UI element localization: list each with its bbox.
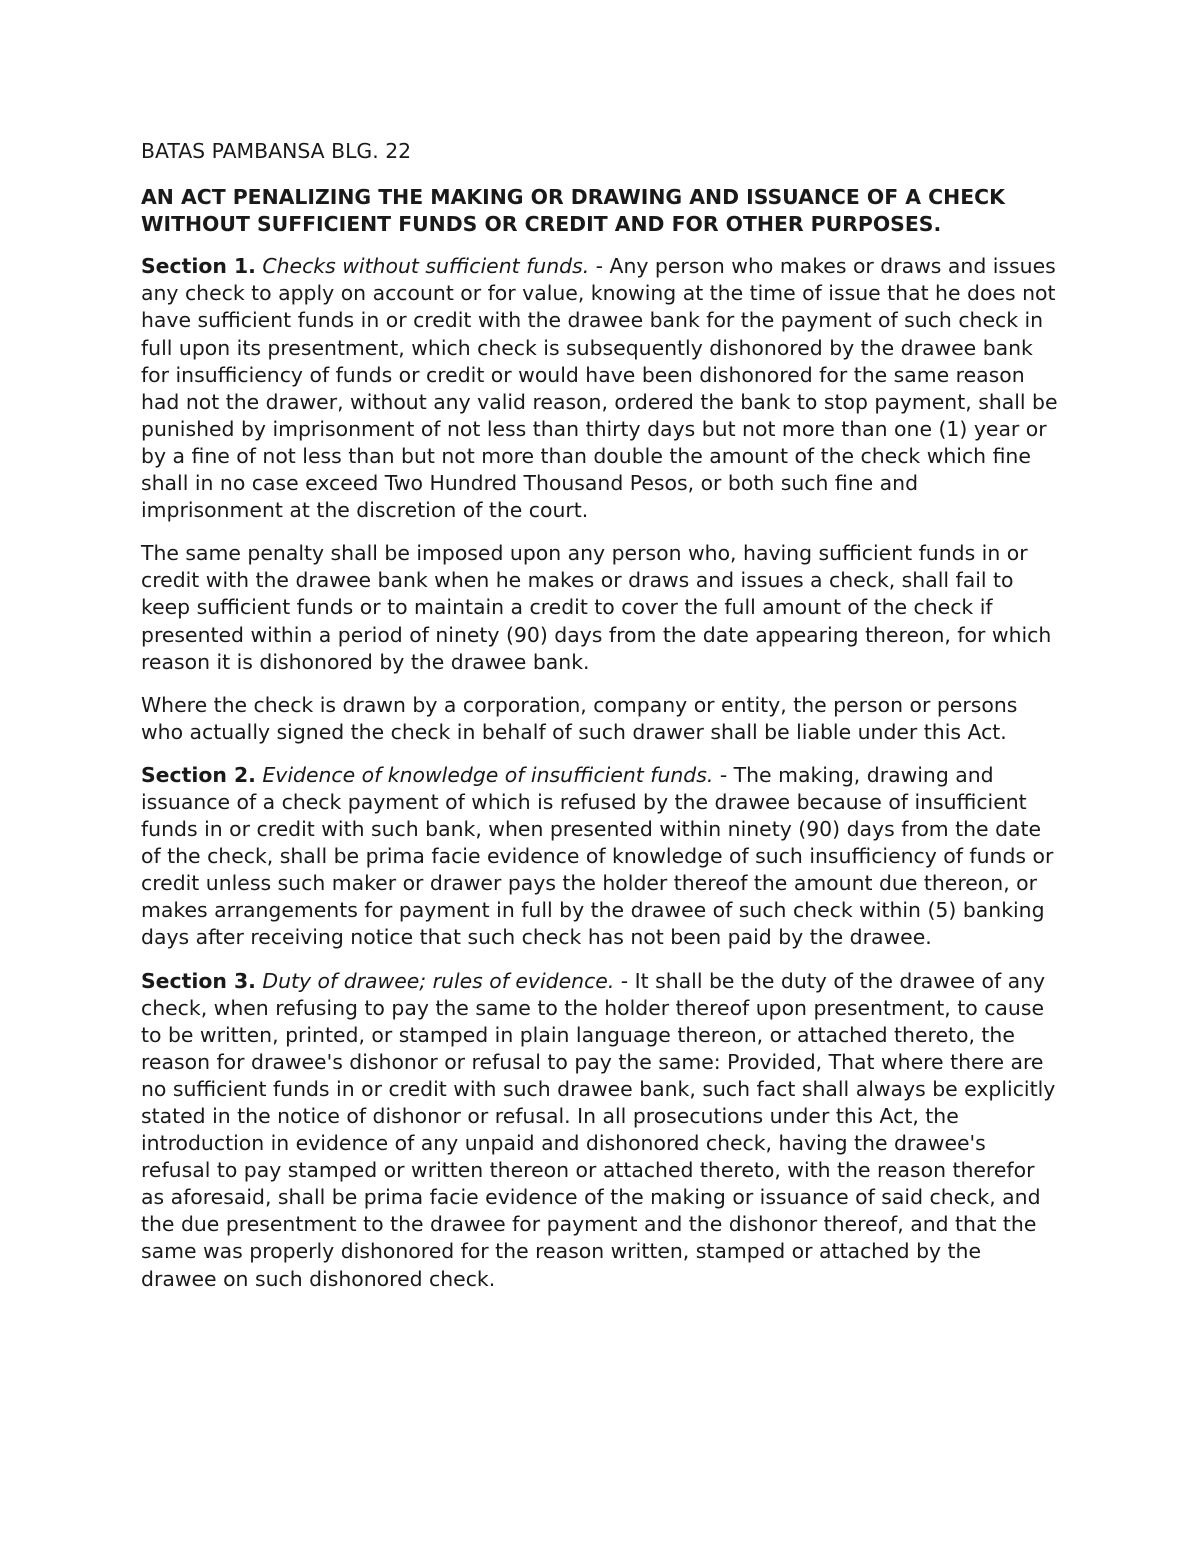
section-2-heading: Evidence of knowledge of insufficient funds.	[262, 762, 714, 787]
section-2-paragraph	[141, 762, 1061, 952]
section-2-body: - The making, drawing and issuance of a check payment of which is refused by the drawee because of insufficient funds in or credit with such bank, when presented within ninety (90) days from the date of the check, shall be prima facie evidence of knowledge of such insufficiency of funds or credit unless such maker or drawer pays the holder thereof the amount due thereon, or makes arrangements for payment in full by the drawee of such check within (5) banking days after receiving notice that such check has not been paid by the drawee.	[141, 762, 1054, 950]
section-3-heading: Duty of drawee; rules of evidence.	[262, 968, 615, 993]
section-1-heading: Checks without sufficient funds.	[262, 254, 590, 279]
section-3-body: - It shall be the duty of the drawee of any check, when refusing to pay the same to the holder thereof upon presentment, to cause to be written, printed, or stamped in plain language thereon, or attached thereto, the reason for drawee's dishonor or refusal to pay the same: Provided, That where there are no sufficient funds in or credit with such drawee bank, such fact shall always be explicitly stated in the notice of dishonor or refusal. In all prosecutions under this Act, the introduction in evidence of any unpaid and dishonored check, having the drawee's refusal to pay stamped or written thereon or attached thereto, with the reason therefor as aforesaid, shall be prima facie evidence of the making or issuance of said check, and the due presentment to the drawee for payment and the dishonor thereof, and that the same was properly dishonored for the reason written, stamped or attached by the drawee on such dishonored check.	[141, 968, 1056, 1291]
section-3-paragraph	[141, 968, 1061, 1293]
section-1-label: Section 1.	[141, 254, 256, 279]
section-1-paragraph-2: The same penalty shall be imposed upon any person who, having sufficient funds in or credit with the drawee bank when he makes or draws and issues a check, shall fail to keep sufficient funds or to maintain a credit to cover the full amount of the check if presented within a period of ninety (90) days from the date appearing thereon, for which reason it is dishonored by the drawee bank.	[141, 541, 1052, 674]
section-2-label: Section 2.	[141, 762, 256, 787]
document-page	[141, 138, 1061, 1309]
section-1-paragraph-3: Where the check is drawn by a corporation, company or entity, the person or persons who actually signed the check in behalf of such drawer shall be liable under this Act.	[141, 692, 1018, 744]
document-title: BATAS PAMBANSA BLG. 22	[141, 139, 412, 163]
document-subtitle: AN ACT PENALIZING THE MAKING OR DRAWING AND ISSUANCE OF A CHECK WITHOUT SUFFICIENT FUNDS OR CREDIT AND FOR OTHER PURPOSES.	[141, 185, 1005, 237]
section-1-paragraph	[141, 253, 1061, 524]
section-1-body: - Any person who makes or draws and issues any check to apply on account or for value, knowing at the time of issue that he does not have sufficient funds in or credit with the drawee bank for the payment of such check in full upon its presentment, which check is subsequently dishonored by the drawee bank for insufficiency of funds or credit or would have been dishonored for the same reason had not the drawer, without any valid reason, ordered the bank to stop payment, shall be punished by imprisonment of not less than thirty days but not more than one (1) year or by a fine of not less than but not more than double the amount of the check which fine shall in no case exceed Two Hundred Thousand Pesos, or both such fine and imprisonment at the discretion of the court.	[141, 254, 1058, 523]
section-3-label: Section 3.	[141, 968, 256, 993]
